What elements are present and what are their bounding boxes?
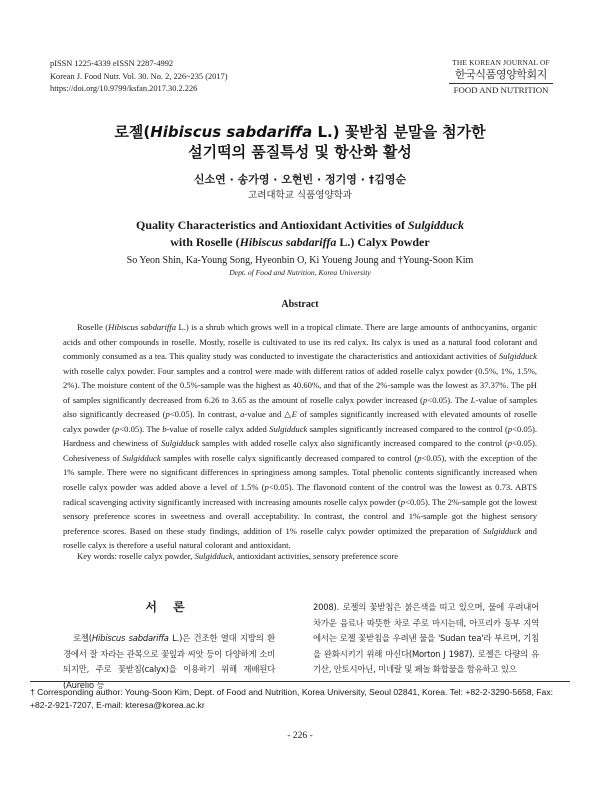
introduction-right-column [313,600,539,678]
italic-run: Sulgidduck [122,452,161,463]
journal-name-en-top: THE KOREAN JOURNAL OF [452,58,550,67]
text-run: -value of roselle calyx added [166,423,270,434]
korean-affiliation: 고려대학교 식품영양학과 [248,190,352,201]
text-run: L.) is a shrub which grows well in a tropical climate. There are large amounts of anthocyanins, organic acids and other compounds in roselle. Mostly, roselle is cultivated to use its red calyx. Its calyx is used as a natural food colorant and commonly consumed as a tea. This quality study was conducted to investigate the characteristics and antioxidant activities of [63,322,538,362]
text-run: Roselle ( [77,322,109,332]
corresponding-author-footnote: † Corresponding author: Young-Soon Kim, Dept. of Food and Nutrition, Korea University, Seoul 02841, Korea. Tel: +82-2-3290-5658, Fax: +82-2-921-7207, E-mail: kteresa@korea.ac.kr [30,687,554,710]
text-run: -value and [244,409,285,420]
italic-run: Sulgidduck [498,351,537,362]
abstract-heading: Abstract [281,299,319,310]
italic-run: L [470,394,476,405]
italic-run: Sulgidduck [269,423,308,434]
text-run: <0.05). The flavonoid content of the control was the lowest as 0.73. ABTS radical scavenging activity significantly increased with increasing amounts roselle calyx powder ( [63,482,537,507]
korean-title [40,122,560,162]
text-run: L.)은 건조한 열대 지방의 환경에서 잘 자라는 관목으로 꽃잎과 씨앗 등이 다양하게 소비되지만, 주로 꽃받침(calyx)을 이용하기 위해 재배된다(Aurelio 등 [63,633,275,690]
page-number: - 226 - [287,730,313,741]
text-run: <0.05). Cohesiveness of [63,438,537,463]
text-run: <0.05). The [427,394,471,405]
journal-name-en-bottom: FOOD AND NUTRITION [449,83,553,95]
italic-run: Hibiscus sabdariffa [91,633,169,643]
citation-line: Korean J. Food Nutr. Vol. 30. No. 2, 226~235 (2017) [50,71,228,81]
text-run: of samples significantly increased with elevated amounts of roselle calyx powder ( [63,409,537,434]
abstract-body [63,320,537,553]
text-run: samples with roselle calyx significantly decreased compared to control ( [160,452,418,463]
italic-run: p [423,394,428,405]
italic-run: b [162,423,167,434]
introduction-left-column [63,631,275,693]
text-run: samples with added roselle calyx also significantly increased compared to the control ( [199,438,508,449]
text-run: <0.05). The 2%-sample got the lowest sensory preference scores in sweetness and overall acceptability. In contrast, the control and 1%-sample got the highest sensory preference scores. Based on these study findings, addition of 1% roselle calyx powder optimized the preparation of [63,496,538,536]
english-authors: So Yeon Shin, Ka-Young Song, Hyeonbin O, Ki Youeng Joung and †Young-Soon Kim [126,255,474,266]
italic-run: p [400,496,406,507]
italic-run: p [165,409,170,420]
italic-run: △E [284,409,297,420]
italic-run: a [240,409,245,420]
text-run: <0.05). The [119,423,163,434]
text-run: 로젤( [73,633,92,643]
doi-link[interactable]: https://doi.org/10.9799/ksfan.2017.30.2.226 [50,84,198,94]
korean-title-line1: 로젤(Hibiscus sabdariffa L.) 꽃받침 분말을 첨가한 [114,123,486,141]
text-run: , antioxidant activities, sensory preference score [232,551,399,561]
english-affiliation: Dept. of Food and Nutrition, Korea University [229,268,371,277]
text-run: and roselle calyx is therefore a useful natural colorant and antioxidant. [63,525,537,551]
introduction-heading: 서 론 [145,600,191,614]
korean-title-line2: 설기떡의 품질특성 및 항산화 활성 [188,143,412,161]
text-run: <0.05). In contrast, [169,409,241,420]
text-run: Key words: roselle calyx powder, [77,551,195,561]
korean-authors: 신소연 · 송가영 · 오현빈 · 정기영 · †김영순 [193,173,407,186]
issn-line: pISSN 1225-4339 eISSN 2287-4992 [50,59,174,68]
english-title-line1: Quality Characteristics and Antioxidant Activities of Sulgidduck [135,218,464,232]
keywords [77,550,537,562]
english-title [40,217,560,251]
journal-logo [449,58,553,95]
italic-run: Hibiscus sabdariffa [108,322,176,332]
text-run: with roselle calyx powder. Four samples and a control were made with different ratios of added roselle calyx powder (0.5%, 1%, 1.5%, 2%). The moisture content of the 0.5%-sample was the highest as 40.60%, and that of the 2%-sample was the lowest as 37.37%. The pH of samples significantly decreased from 6.26 to 3.65 as the amount of roselle calyx powder increased ( [63,365,537,405]
italic-run: Sulgidduck [194,551,233,561]
italic-run: p [507,423,513,434]
text-run: samples significantly increased compared to the control ( [307,423,508,434]
italic-run: Sulgidduck [160,438,200,449]
text-run: <0.05), with the exception of the 1% sample. There were no significant differences in springiness among samples. Total phenolic contents significantly increased when roselle calyx powder was added above a level of 1.5% ( [63,452,537,493]
text-run: <0.05). Hardness and chewiness of [63,423,538,449]
italic-run: p [507,438,513,449]
english-title-line2: with Roselle (Hibiscus sabdariffa L.) Calyx Powder [170,235,430,249]
italic-run: p [264,482,269,493]
italic-run: p [417,452,422,463]
text-run: -value of samples also significantly decreased ( [63,394,537,420]
journal-name-ko: 한국식품영양학회지 [454,68,548,81]
footnote-divider [30,681,570,682]
text-run: 2008). 로젤의 꽃받침은 붉은색을 띠고 있으며, 물에 우려내어 차가운 음료나 따뜻한 차로 주로 마시는데, 아프리카 동부 지역에서는 로젤 꽃받침을 우려낸 물을 'Sudan tea'라 부르며, 기침을 완화시키기 위해 마신다(Morton J 1987). 로젤은 다량의 유기산, 안토시아닌, 미네랄 및 페놀 화합물을 함유하고 있으 [313,602,539,675]
italic-run: Sulgidduck [482,525,522,536]
journal-header-info [50,58,228,96]
italic-run: p [115,423,120,434]
